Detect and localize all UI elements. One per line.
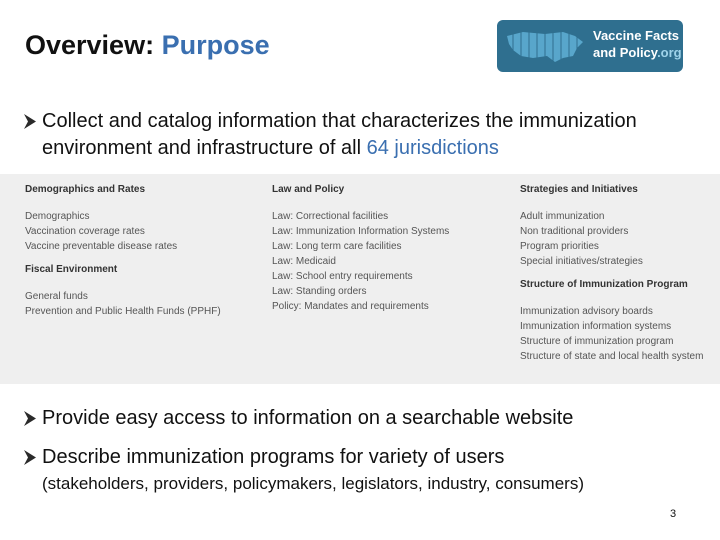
list-item: Special initiatives/strategies	[520, 256, 643, 267]
logo-line2-main: and Policy	[593, 45, 658, 60]
list-item: Immunization advisory boards	[520, 306, 653, 317]
list-item: Non traditional providers	[520, 226, 629, 237]
list-item: Structure of state and local health system	[520, 351, 704, 362]
logo-line1: Vaccine Facts	[593, 28, 679, 43]
column-heading: Law and Policy	[272, 184, 345, 195]
column-law-policy	[272, 184, 449, 314]
logo-text	[593, 27, 682, 61]
column-heading: Demographics and Rates	[25, 184, 146, 195]
list-item: Law: Correctional facilities	[272, 211, 389, 222]
us-map-icon	[503, 26, 589, 66]
column-heading: Structure of Immunization Program	[520, 279, 688, 290]
bullet-describe-text: Describe immunization programs for variety of users	[42, 446, 505, 468]
arrow-bullet-icon	[22, 108, 38, 135]
bullet-access-text: Provide easy access to information on a searchable website	[42, 407, 574, 429]
list-item: Policy: Mandates and requirements	[272, 301, 429, 312]
bullet-collect-main: Collect and catalog information that characterizes the immunization environment and infrastructure of all	[42, 110, 637, 159]
list-item: Law: Long term care facilities	[272, 241, 402, 252]
list-item: Immunization information systems	[520, 321, 672, 332]
list-item: Structure of immunization program	[520, 336, 674, 347]
list-item: Adult immunization	[520, 211, 605, 222]
title-main: Overview:	[25, 30, 155, 60]
list-item: Demographics	[25, 211, 90, 222]
catalog-categories-panel	[0, 174, 720, 384]
logo-line2	[593, 44, 682, 61]
bullet-collect-highlight: 64 jurisdictions	[366, 137, 499, 159]
column-heading: Fiscal Environment	[25, 264, 118, 275]
list-item: General funds	[25, 291, 88, 302]
arrow-bullet-icon	[22, 405, 38, 432]
bullet-describe-subtext: (stakeholders, providers, policymakers, legislators, industry, consumers)	[42, 474, 584, 493]
list-item: Law: Immunization Information Systems	[272, 226, 450, 237]
vaccine-facts-logo	[497, 20, 683, 72]
list-item: Law: Standing orders	[272, 286, 367, 297]
list-item: Vaccination coverage rates	[25, 226, 145, 237]
column-heading: Strategies and Initiatives	[520, 184, 638, 195]
list-item: Prevention and Public Health Funds (PPHF)	[25, 306, 221, 317]
arrow-bullet-icon	[22, 444, 38, 471]
page-number: 3	[670, 508, 677, 520]
bullet-collect-text	[42, 108, 720, 162]
list-item: Vaccine preventable disease rates	[25, 241, 178, 252]
title-accent: Purpose	[161, 30, 270, 60]
slide-title	[25, 30, 270, 61]
column-strategies	[520, 184, 703, 364]
list-item: Program priorities	[520, 241, 599, 252]
column-demographics	[25, 184, 221, 319]
list-item: Law: Medicaid	[272, 256, 336, 267]
logo-line2-org: .org	[657, 45, 682, 60]
list-item: Law: School entry requirements	[272, 271, 413, 282]
